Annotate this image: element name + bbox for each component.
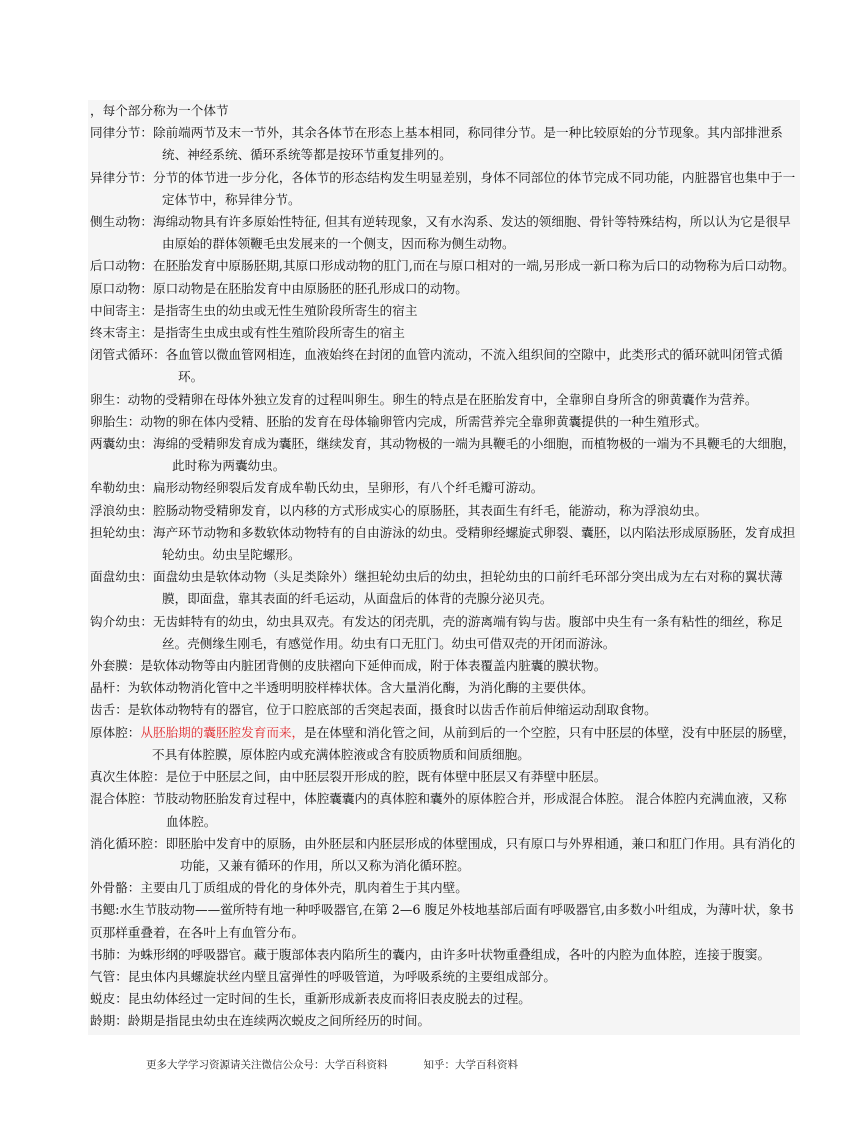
entry-term: 外套膜： (90, 658, 141, 674)
entry-definition: 昆虫体内具螺旋状丝内壁且富弹性的呼吸管道，为呼吸系统的主要组成部分。 (127, 968, 556, 984)
entry-definition: 为软体动物消化管中之半透明明胶样棒状体。含大量消化酶，为消化酶的主要供体。 (127, 680, 594, 696)
glossary-entry (90, 389, 798, 411)
glossary-entry (90, 833, 798, 877)
glossary-entry (90, 766, 798, 788)
glossary-entry (90, 322, 798, 344)
entry-term: 中间寄主： (90, 302, 153, 318)
entry-term: 晶杆： (90, 680, 128, 696)
glossary-entry (90, 1010, 798, 1032)
entry-definition: 主要由几丁质组成的骨化的身体外壳，肌肉着生于其内壁。 (140, 880, 468, 896)
entry-term: 卵生： (90, 391, 128, 407)
entry-term: 混合体腔： (90, 791, 153, 807)
footer-wechat-note: 更多大学学习资源请关注微信公众号：大学百科资料 (146, 1059, 388, 1071)
glossary-entry (90, 611, 798, 655)
glossary-entry (90, 522, 798, 566)
glossary-entry (90, 899, 798, 943)
entry-definition: 分节的体节进一步分化，各体节的形态结构发生明显差别，身体不同部位的体节完成不同功能，内脏器官也集中于一定体节中，称异律分节。 (152, 169, 796, 207)
glossary-entry (90, 433, 798, 477)
glossary-entry (90, 877, 798, 899)
entry-term: 齿舌： (90, 702, 128, 718)
glossary-entry (90, 655, 798, 677)
entry-definition: 是位于中胚层之间，由中胚层裂开形成的腔，既有体壁中胚层又有莽壁中胚层。 (165, 769, 607, 785)
entry-term: 气管： (90, 968, 128, 984)
glossary-entry (90, 500, 798, 522)
entry-term: 外骨骼： (90, 880, 141, 896)
entry-term: 两囊幼虫： (90, 436, 153, 452)
entry-definition: 腔肠动物受精卵发育，以内移的方式形成实心的原肠胚，其表面生有纤毛，能游动，称为浮浪幼虫。 (152, 502, 708, 518)
entry-highlight: 从胚胎期的囊胚腔发育而来， (140, 724, 305, 740)
glossary-entry (90, 278, 798, 300)
entry-term: 终末寄主： (90, 325, 153, 341)
entry-term: 牟勒幼虫： (90, 480, 153, 496)
entry-term: 钩介幼虫： (90, 613, 153, 629)
entry-term: 担轮幼虫： (90, 524, 153, 540)
entry-term: 书鳃: (90, 902, 120, 918)
entry-term: 后口动物： (90, 258, 153, 274)
entry-definition: 是指寄生虫的幼虫或无性生殖阶段所寄生的宿主 (152, 302, 418, 318)
entry-term: 真次生体腔： (90, 769, 166, 785)
entry-term: 面盘幼虫： (90, 569, 153, 585)
glossary-entry (90, 122, 798, 166)
entry-definition: 是在体壁和消化管之间，从前到后的一个空腔，只有中胚层的体壁，没有中胚层的肠壁，不具有体腔膜，原体腔内或充满体腔液或含有胶质物质和间质细胞。 (152, 724, 796, 762)
glossary-entry (90, 677, 798, 699)
glossary-entry (90, 167, 798, 211)
glossary-entry (90, 255, 798, 277)
entry-term: 龄期： (90, 1013, 128, 1029)
entry-term: 侧生动物： (90, 214, 153, 230)
entry-definition: 在胚胎发育中原肠胚期,其原口形成动物的肛门,而在与原口相对的一端,另形成一新口称为后口的动物称为后口动物。 (152, 258, 795, 274)
glossary-entry (90, 344, 798, 388)
glossary-entry (90, 966, 798, 988)
glossary-entry (90, 988, 798, 1010)
glossary-entry (90, 411, 798, 433)
entry-definition: 海绵动物具有许多原始性特征, 但其有逆转现象，又有水沟系、发达的领细胞、骨针等特殊结构，所以认为它是很早由原始的群体领鞭毛虫发展来的一个侧支，因而称为侧生动物。 (152, 214, 791, 252)
glossary-content (88, 100, 800, 1035)
entry-term: 消化循环腔： (90, 835, 166, 851)
entry-definition: 节肢动物胚胎发育过程中，体腔囊囊内的真体腔和囊外的原体腔合并，形成混合体腔。 混合体腔内充满血液，又称血体腔。 (152, 791, 787, 829)
entry-definition: 昆虫幼体经过一定时间的生长，重新形成新表皮而将旧表皮脱去的过程。 (127, 991, 531, 1007)
entry-definition: 动物的受精卵在母体外独立发育的过程叫卵生。卵生的特点是在胚胎发育中，全靠卵自身所含的卵黄囊作为营养。 (127, 391, 758, 407)
entry-definition: 是指寄生虫成虫或有性生殖阶段所寄生的宿主 (152, 325, 405, 341)
entry-term: 原体腔： (90, 724, 141, 740)
entry-definition: 海绵的受精卵发育成为囊胚，继续发育，其动物极的一端为具鞭毛的小细胞，而植物极的一端为不具鞭毛的大细胞，此时称为两囊幼虫。 (152, 436, 796, 474)
entry-term: 卵胎生： (90, 413, 141, 429)
entry-definition: 扁形动物经卵裂后发育成牟勒氏幼虫，呈卵形，有八个纤毛瓣可游动。 (152, 480, 544, 496)
glossary-entry (90, 300, 798, 322)
entry-definition: 即胚胎中发育中的原肠，由外胚层和内胚层形成的体壁围成，只有原口与外界相通，兼口和肛门作用。具有消化的功能，又兼有循环的作用，所以又称为消化循环腔。 (165, 835, 796, 873)
glossary-entry (90, 100, 798, 122)
entry-definition: 为蛛形纲的呼吸器官。藏于腹部体表内陷所生的囊内，由许多叶状物重叠组成，各叶的内腔为血体腔，连接于腹窦。 (127, 946, 771, 962)
glossary-entry (90, 566, 798, 610)
entry-definition: 原口动物是在胚胎发育中由原肠胚的胚孔形成口的动物。 (152, 280, 468, 296)
page-footer (146, 1057, 518, 1072)
entry-definition: 海产环节动物和多数软体动物特有的自由游泳的幼虫。受精卵经螺旋式卵裂、囊胚，以内陷法形成原肠胚，发育成担轮幼虫。幼虫呈陀螺形。 (152, 524, 796, 563)
entry-term: 原口动物： (90, 280, 153, 296)
entry-term: 书肺： (90, 946, 128, 962)
entry-definition: 面盘幼虫是软体动物（头足类除外）继担轮幼虫后的幼虫，担轮幼虫的口前纤毛环部分突出成为左右对称的翼状薄膜，即面盘，靠其表面的纤毛运动，从面盘后的体背的壳腺分泌贝壳。 (152, 569, 783, 607)
entry-definition: 除前端两节及末一节外，其余各体节在形态上基本相同，称同律分节。是一种比较原始的分节现象。其内部排泄系统、神经系统、循环系统等都是按环节重复排列的。 (152, 125, 783, 163)
entry-definition: 龄期是指昆虫幼虫在连续两次蜕皮之间所经历的时间。 (127, 1013, 431, 1029)
entry-definition: ，每个部分称为一个体节 (90, 103, 229, 118)
glossary-entry (90, 788, 798, 832)
entry-definition: 动物的卵在体内受精、胚胎的发育在母体输卵管内完成，所需营养完全靠卵黄囊提供的一种生殖形式。 (140, 413, 708, 429)
entry-definition: 是软体动物特有的器官，位于口腔底部的舌突起表面，摄食时以齿舌作前后伸缩运动刮取食物。 (127, 702, 657, 718)
entry-definition: 各血管以微血管网相连，血液始终在封闭的血管内流动，不流入组织间的空隙中，此类形式的循环就叫闭管式循环。 (165, 347, 783, 385)
glossary-entry (90, 477, 798, 499)
entry-term: 蜕皮： (90, 991, 128, 1007)
entry-definition: 无齿蚌特有的幼虫，幼虫具双壳。有发达的闭壳肌，壳的游离端有钩与齿。腹部中央生有一条有粘性的细丝，称足丝。壳侧缘生刚毛，有感觉作用。幼虫有口无肛门。幼虫可借双壳的开闭而游泳。 (152, 613, 783, 651)
footer-zhihu-note: 知乎：大学百科资料 (423, 1059, 518, 1071)
entry-term: 同律分节： (90, 125, 153, 141)
glossary-entry (90, 211, 798, 255)
glossary-entry (90, 722, 798, 766)
entry-term: 浮浪幼虫： (90, 502, 153, 518)
glossary-entry (90, 944, 798, 966)
entry-term: 异律分节： (90, 169, 153, 185)
entry-term: 闭管式循环： (90, 347, 166, 363)
entry-definition: 水生节肢动物——鲎所特有地一种呼吸器官,在第 2—6 腹足外枝地基部后面有呼吸器官,由多数小叶组成，为薄叶状，象书页那样重叠着，在各叶上有血管分布。 (90, 902, 794, 940)
glossary-entry (90, 699, 798, 721)
entry-definition: 是软体动物等由内脏团背侧的皮肤褶向下延伸而成，附于体表覆盖内脏囊的膜状物。 (140, 658, 607, 674)
